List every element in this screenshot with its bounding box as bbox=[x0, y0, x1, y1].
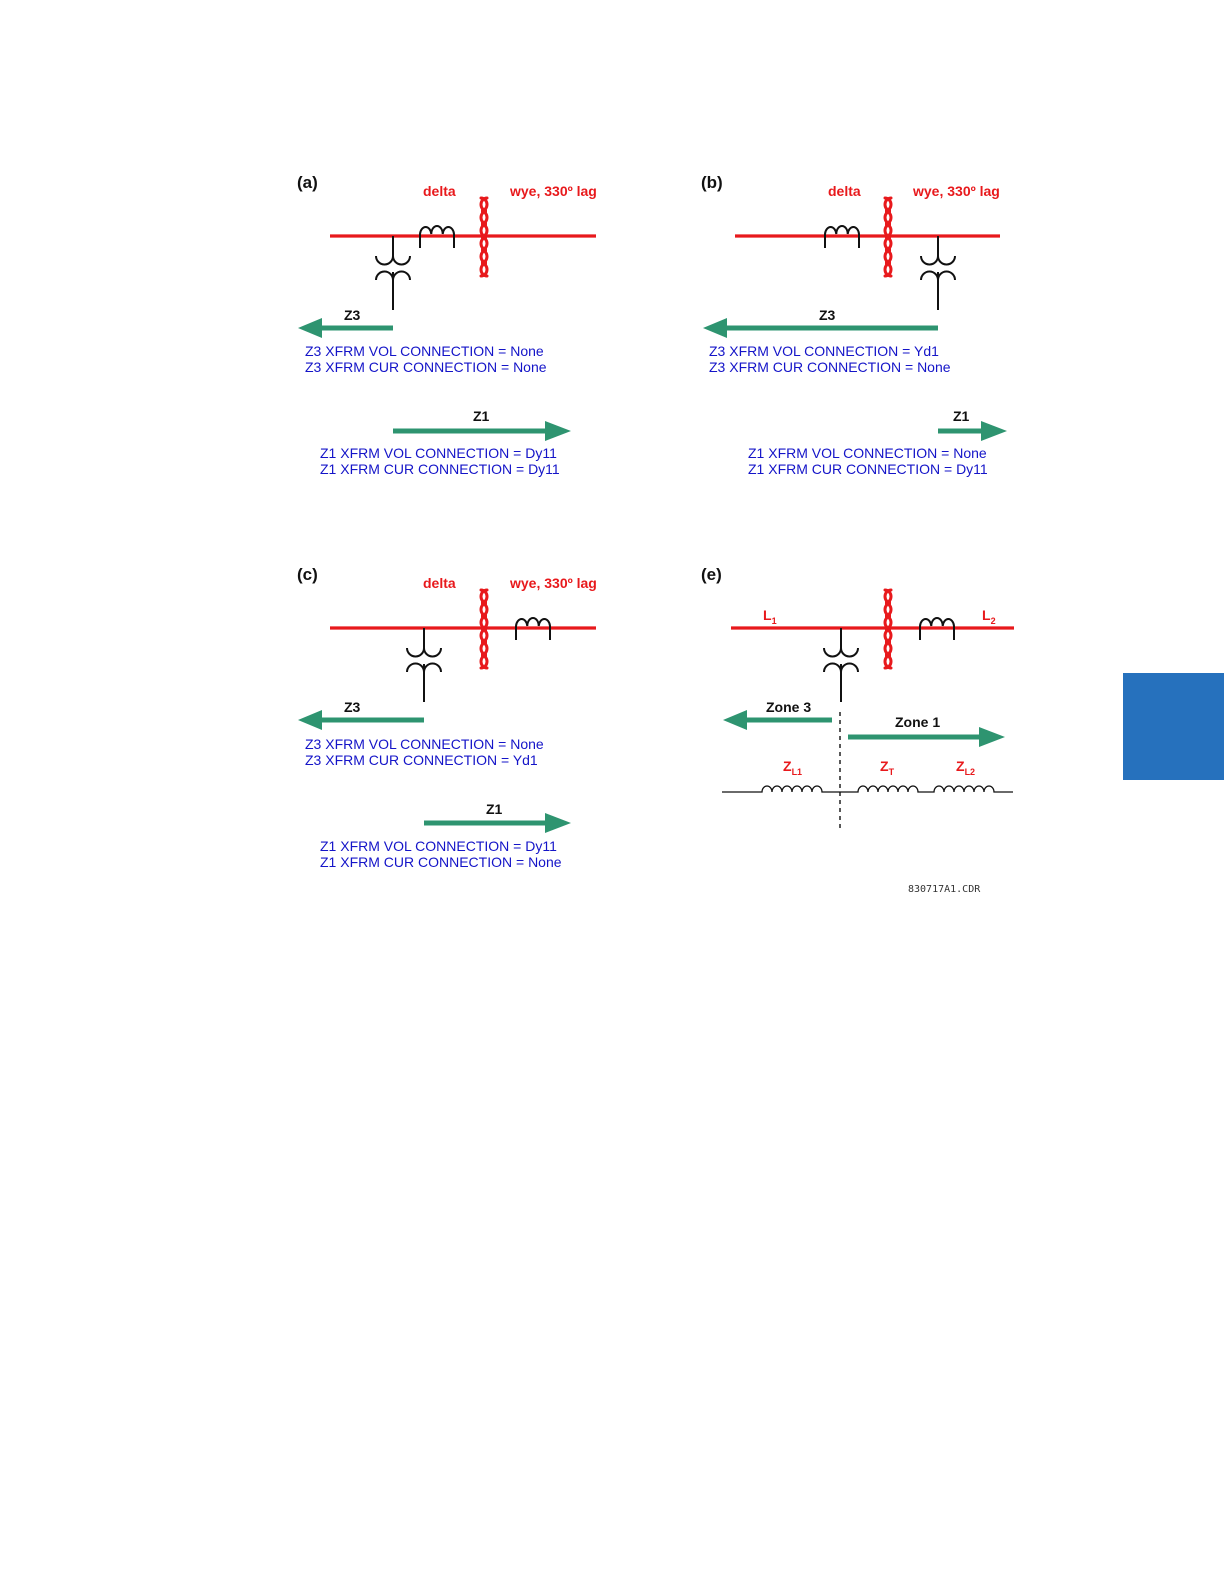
panel-b-z1-label: Z1 bbox=[953, 408, 970, 424]
panel-c-z1-vol-setting: Z1 XFRM VOL CONNECTION = Dy11 bbox=[320, 838, 557, 854]
panel-c-delta-label: delta bbox=[423, 575, 456, 591]
panel-b-z3-cur-setting: Z3 XFRM CUR CONNECTION = None bbox=[709, 359, 951, 375]
panel-b-delta-label: delta bbox=[828, 183, 861, 199]
panel-a-power-transformer-icon bbox=[481, 198, 487, 276]
panel-e bbox=[701, 565, 1014, 830]
panel-b-power-transformer-icon bbox=[885, 198, 891, 276]
panel-b-z3-arrowhead bbox=[703, 318, 727, 338]
panel-e-l2-label: $L_2$ bbox=[982, 607, 996, 626]
panel-b-z1-vol-setting: Z1 XFRM VOL CONNECTION = None bbox=[748, 445, 987, 461]
panel-c-z3-label: Z3 bbox=[344, 699, 361, 715]
panel-b bbox=[701, 173, 1007, 477]
panel-a-wye-label: wye, 330º lag bbox=[510, 183, 597, 199]
panel-b-wye-label: wye, 330º lag bbox=[913, 183, 1000, 199]
panel-c-power-transformer-icon bbox=[481, 590, 487, 668]
panel-a-z1-arrowhead bbox=[545, 421, 571, 441]
panel-e-zone1-arrowhead bbox=[979, 727, 1005, 747]
panel-a-z1-vol-setting: Z1 XFRM VOL CONNECTION = Dy11 bbox=[320, 445, 557, 461]
panel-c-z1-arrowhead bbox=[545, 813, 571, 833]
panel-e-zone3-arrowhead bbox=[723, 710, 747, 730]
panel-c-z3-cur-setting: Z3 XFRM CUR CONNECTION = Yd1 bbox=[305, 752, 538, 768]
chapter-side-tab bbox=[1123, 673, 1224, 780]
panel-b-z1-cur-setting: Z1 XFRM CUR CONNECTION = Dy11 bbox=[748, 461, 988, 477]
figure-id: 830717A1.CDR bbox=[908, 884, 981, 895]
panel-e-zone3-label: Zone 3 bbox=[766, 699, 812, 715]
panel-a-z3-cur-setting: Z3 XFRM CUR CONNECTION = None bbox=[305, 359, 547, 375]
panel-b-vt-icon bbox=[921, 236, 955, 310]
panel-a-vt-icon bbox=[376, 236, 410, 310]
panel-e-l1-label: $L_1$ bbox=[763, 607, 777, 626]
panel-e-zt-label: $Z_T$ bbox=[880, 758, 895, 777]
panel-a-z3-arrowhead bbox=[298, 318, 322, 338]
panel-a-delta-label: delta bbox=[423, 183, 456, 199]
panel-a-z1-cur-setting: Z1 XFRM CUR CONNECTION = Dy11 bbox=[320, 461, 560, 477]
panel-c-z1-cur-setting: Z1 XFRM CUR CONNECTION = None bbox=[320, 854, 562, 870]
panel-c-wye-label: wye, 330º lag bbox=[510, 575, 597, 591]
panel-e-zone1-label: Zone 1 bbox=[895, 714, 941, 730]
panel-b-z1-arrowhead bbox=[981, 421, 1007, 441]
panel-b-label: (b) bbox=[701, 173, 723, 192]
panel-c-z3-arrowhead bbox=[298, 710, 322, 730]
panel-c-vt-icon bbox=[407, 628, 441, 702]
panel-e-impedance-chain bbox=[722, 786, 1013, 792]
panel-e-zl2-label: $Z_{L2}$ bbox=[956, 758, 976, 777]
panel-c-z1-label: Z1 bbox=[486, 801, 503, 817]
panel-c-label: (c) bbox=[297, 565, 318, 584]
panel-a bbox=[297, 173, 597, 477]
panel-a-z3-vol-setting: Z3 XFRM VOL CONNECTION = None bbox=[305, 343, 544, 359]
panel-b-z3-label: Z3 bbox=[819, 307, 836, 323]
panel-e-vt-icon bbox=[824, 628, 858, 702]
panel-c-z3-vol-setting: Z3 XFRM VOL CONNECTION = None bbox=[305, 736, 544, 752]
panel-e-zl1-label: $Z_{L1}$ bbox=[783, 758, 803, 777]
panel-e-label: (e) bbox=[701, 565, 722, 584]
panel-b-z3-vol-setting: Z3 XFRM VOL CONNECTION = Yd1 bbox=[709, 343, 939, 359]
panel-a-label: (a) bbox=[297, 173, 318, 192]
panel-a-z1-label: Z1 bbox=[473, 408, 490, 424]
panel-c bbox=[297, 565, 597, 870]
panel-a-z3-label: Z3 bbox=[344, 307, 361, 323]
panel-e-power-transformer-icon bbox=[885, 590, 891, 668]
